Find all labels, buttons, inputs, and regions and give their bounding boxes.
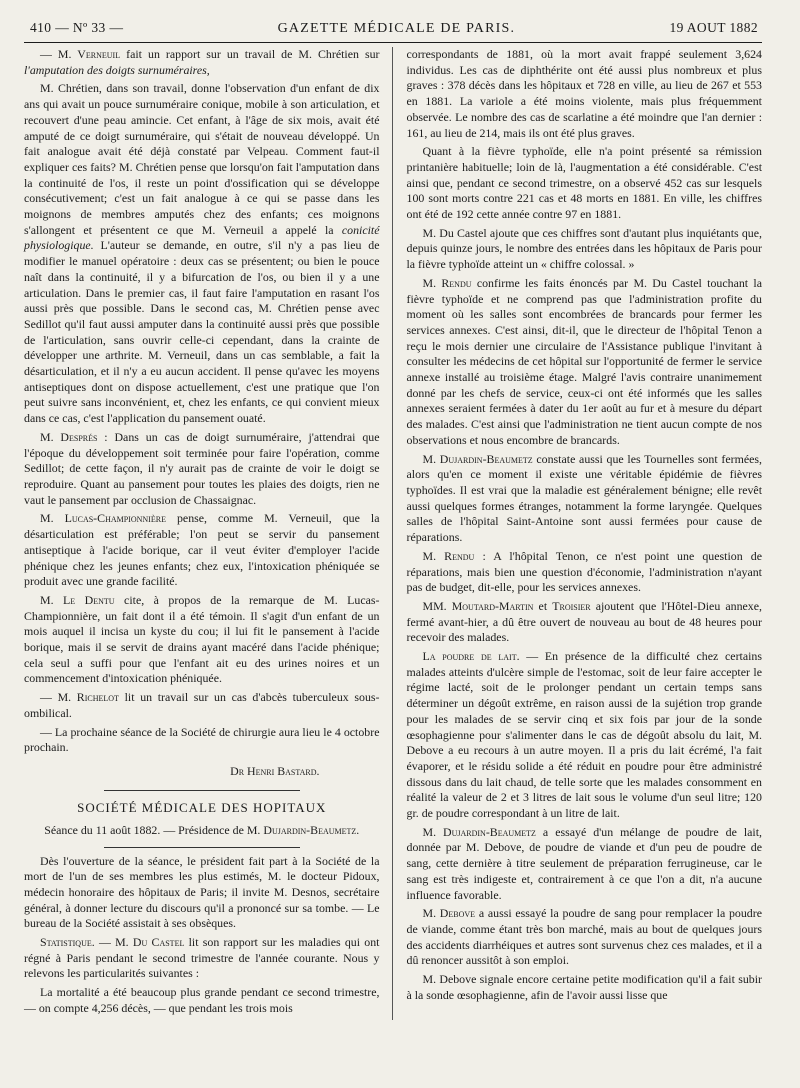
- two-column-body: [24, 47, 762, 1020]
- paragraph: MM. Moutard-Martin et Troisier ajoutent que l'Hôtel-Dieu annexe, fermé avant-hier, a dû être ouvert de nouveau au bout de 48 heures pour recevoir des malades.: [406, 598, 762, 645]
- running-header: [24, 20, 762, 43]
- page-number: 410 — Nº 33 —: [30, 20, 124, 35]
- paragraph: — M. Verneuil fait un rapport sur un travail de M. Chrétien sur l'amputation des doigts surnuméraires,: [24, 47, 380, 77]
- paragraph: Dès l'ouverture de la séance, le président fait part à la Société de la mort de l'un de ses membres les plus estimés, M. le docteur Pidoux, médecin honoraire des hôpitaux de Paris; il invite M. Desnos, secrétaire général, à donner lecture du discours qu'il a prononcé sur sa tombe. — Le bureau de la Société assistait à ses obsèques.: [24, 853, 380, 931]
- issue-date: 19 AOUT 1882: [669, 20, 758, 35]
- left-column: [24, 47, 393, 1020]
- paragraph: M. Chrétien, dans son travail, donne l'observation d'un enfant de dix ans qui avait un pouce surnuméraire conique, mobile à son articulation, et recouvert d'une peau amincie. Cet enfant, à l'âge de six mois, avait été amputé de ce doigt surnuméraire, qui s'était de nouveau développé. Un fait analogue avait été déjà constaté par Velpeau. Comment faut-il expliquer ces faits? M. Chrétien pense que lorsqu'on fait l'amputation dans la continuité de l'os, il reste un point d'ossification qui se développe consécutivement; c'est un fait analogue à ce qui se passe dans les moignons de membres amputés chez des enfants; ces moignons s'allongent et présentent ce que M. Verneuil a appelé la conicité physiologique. L'auteur se demande, en outre, s'il n'y a pas lieu de modifier le manuel opératoire : deux cas se présentent; ou bien le pouce naît dans la continuité, il y a bifurcation de l'os, ou bien il y a une articulation. Dans le premier cas, il faut faire l'amputation en rasant l'os aussi près que possible. Dans le second cas, M. Chrétien pense avec Sedillot qu'il faut aussi amputer dans la continuité aussi près que possible de l'articulation, sans ouvrir celle-ci cependant, dans la crainte de développer une arthrite. M. Verneuil, dans un cas semblable, a fait la désarticulation, et il n'y a eu aucun accident. Il pense qu'avec les moyens antiseptiques dont on dispose actuellement, c'est une pratique que l'on peut suivre sans inconvénient, et, chez les enfants, ce qui convient mieux dans ce cas, c'est l'application du pansement ouaté.: [24, 81, 380, 426]
- paragraph: M. Debove signale encore certaine petite modification qu'il a fait subir à la sonde œsophagienne, afin de l'avoir aussi lisse que: [406, 972, 762, 1002]
- paragraph: M. Rendu : A l'hôpital Tenon, ce n'est point une question de réparations, mais bien une question d'économie, l'administration n'ayant pas de budget, dit-elle, pour les services annexes.: [406, 548, 763, 595]
- paragraph: M. Rendu confirme les faits énoncés par M. Du Castel touchant la fièvre typhoïde et ne comprend pas que l'administration profite du moment où les salles sont encombrées de brancards pour fermer les services annexes. C'est ainsi, dit-il, que le directeur de l'hôpital Tenon a reçu le mois dernier une circulaire de l'Assistance publique l'invitant à consulter les médecins de cet hôpital sur l'opportunité de fermer le service annexe installé au troisième étage. Malgré l'avis contraire unanimement donné par les chefs de service, ceux-ci ont été informés que les salles annexes seraient fermées à dater du 1er août au fur et à mesure du départ des malades. C'est ainsi que l'administration ne tient aucun compte de nos observations et nous encombre de brancards.: [406, 275, 762, 447]
- paragraph: La mortalité a été beaucoup plus grande pendant ce second trimestre, — on compte 4,256 décès, — que pendant les trois mois: [24, 985, 380, 1015]
- paragraph: — M. Richelot lit un travail sur un cas d'abcès tuberculeux sous-ombilical.: [24, 690, 380, 720]
- paragraph: Quant à la fièvre typhoïde, elle n'a point présenté sa rémission printanière habituelle; loin de là, l'augmentation a été considérable. C'est ainsi que, pendant ce second trimestre, on a observé 452 cas sur lesquels 100 sont morts contre 221 cas et 48 morts en 1881. En ville, les chiffres ont été de 192 cette année contre 97 en 1881.: [406, 144, 762, 222]
- section-divider: [104, 790, 300, 791]
- paragraph: — La prochaine séance de la Société de chirurgie aura lieu le 4 octobre prochain.: [24, 724, 380, 755]
- paragraph: Statistique. — M. Du Castel lit son rapport sur les maladies qui ont régné à Paris pendant le second trimestre de l'année courante. Nous y relevons les particularités suivantes :: [24, 935, 380, 981]
- journal-title: GAZETTE MÉDICALE DE PARIS.: [277, 21, 516, 36]
- paragraph: correspondants de 1881, où la mort avait frappé seulement 3,624 individus. Les cas de diphthérite ont été aussi plus nombreux et plus graves : 378 décès dans les hôpitaux et 728 en ville, au lieu de 267 et 553 en 1881. La variole a été moins violente, mais plus fréquemment observée. Le nombre des cas de scarlatine a été moindre que l'an dernier : 161, au lieu de 214, mais ils ont été plus graves.: [406, 47, 762, 140]
- paragraph: M. Le Dentu cite, à propos de la remarque de M. Lucas-Championnière, un fait dont il a été témoin. Il s'agit d'un enfant de un mois auquel il incisa un kyste du cou; il lui fit le pansement à l'acide borique, mais il se servit de drains ayant macéré dans l'acide phénique; cela seul a suffi pour que l'enfant ait eu des urines noires et un commencement d'intoxication phéniquée.: [24, 592, 380, 686]
- paragraph: La poudre de lait. — En présence de la difficulté chez certains malades atteints d'ulcère simple de l'estomac, soit de leur faire accepter le régime lacté, soit de le prolonger pendant un certain temps sans déterminer un dégoût extrême, en raison aussi de la sujétion trop grande pour les malades de se servir cinq et six fois par jour de la sonde œsophagienne pour s'alimenter dans le cas de dégoût absolu du lait, M. Debove a eu recours à un autre moyen. Il a pris du lait écrémé, l'a fait évaporer, et le résidu solide a été réduit en poudre pour être administré dissous dans du lait chaud, de telle sorte que les malades consomment en réalité la valeur de 2 et 3 litres de lait sous le volume d'un seul litre; 120 gr. de poudre correspondant à un litre de lait.: [406, 649, 762, 821]
- session-line: Séance du 11 août 1882. — Présidence de M. Dujardin-Beaumetz.: [44, 822, 360, 837]
- paragraph: M. Dujardin-Beaumetz constate aussi que les Tournelles sont fermées, alors qu'en ce moment il existe une véritable épidémie de fièvres typhoïdes. Il est vrai que la maladie est généralement bénigne; elle revêt aussi quelques formes étranges, notamment la forme laryngée. Quelques salles de l'hôpital Saint-Antoine sont aussi fermées pour cause de réparations.: [406, 451, 762, 545]
- paragraph: M. Després : Dans un cas de doigt surnuméraire, j'attendrai que l'époque du développement soit terminée pour faire l'opération, comme Sedillot; de cette façon, il n'y aurait pas de crainte de voir le doigt se reproduire. Quant au pansement pour toutes les plaies des doigts, rien ne vaut le pansement par occlusion de Chassaignac.: [24, 429, 380, 507]
- paragraph: M. Du Castel ajoute que ces chiffres sont d'autant plus inquiétants que, depuis quinze jours, le nombre des entrées dans les hôpitaux de Paris pour la fièvre typhoïde atteint un « chiffre colossal. »: [406, 225, 762, 272]
- paragraph: M. Dujardin-Beaumetz a essayé d'un mélange de poudre de lait, donnée par M. Debove, de poudre de viande et d'un peu de poudre de sang, cette dernière à titre seulement de préparation ferrugineuse, car le sang est très indigeste et, contrairement à ce que l'on a dit, n'a aucune influence favorable.: [406, 824, 762, 902]
- author-signature: Dr Henri Bastard.: [230, 763, 320, 778]
- paragraph: M. Debove a aussi essayé la poudre de sang pour remplacer la poudre de viande, comme étant très bon marché, mais au bout de quelques jours des accidents diarrhéiques et autres sont survenus chez ces malades, et il a dû renoncer aussitôt à son emploi.: [406, 906, 762, 968]
- section-divider: [104, 847, 300, 848]
- section-title: SOCIÉTÉ MÉDICALE DES HOPITAUX: [77, 799, 327, 815]
- right-column: [407, 47, 763, 1020]
- paragraph: M. Lucas-Championnière pense, comme M. Verneuil, que la désarticulation est préférable; l'on peut se servir du pansement antiseptique à l'acide borique, car il veut éviter d'employer l'acide phénique chez les jeunes enfants; chez eux, l'intoxication phéniquée se produit avec une grande facilité.: [24, 511, 380, 589]
